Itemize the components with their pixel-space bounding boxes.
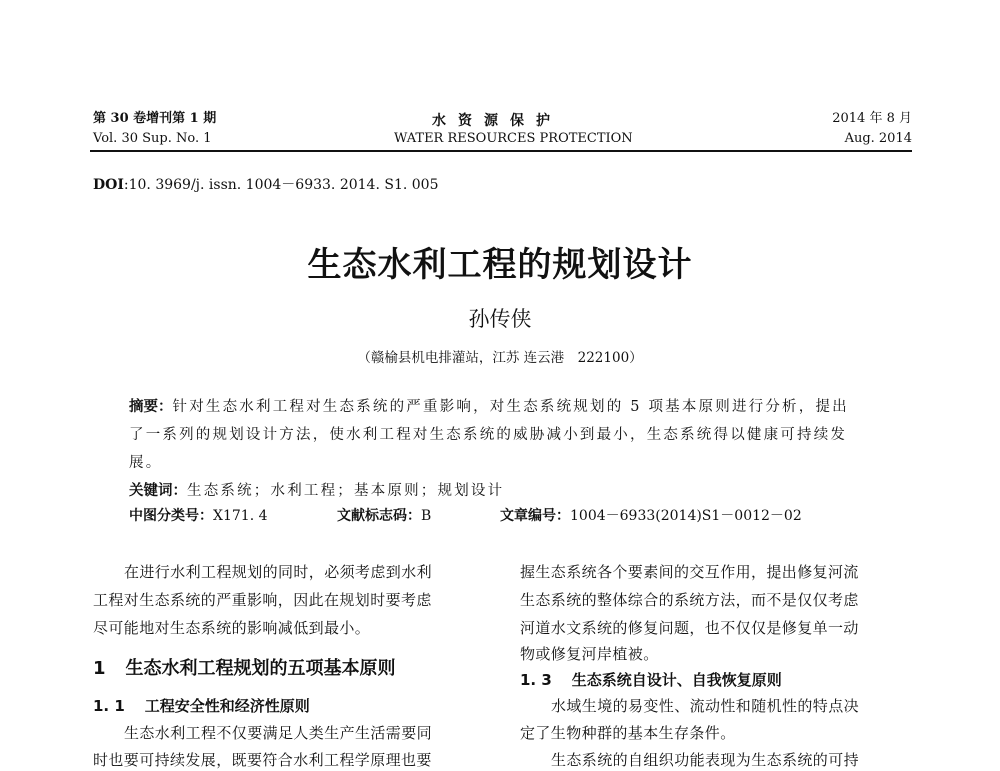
doi-value: :10. 3969/j. issn. 1004－6933. 2014. S1. 005: [123, 177, 439, 193]
section-1-3-line-1: 水域生境的易变性、流动性和随机性的特点决: [551, 697, 860, 715]
article-number: [500, 505, 802, 525]
section-1-2-line-1: 握生态系统各个要素间的交互作用，提出修复河流: [520, 563, 859, 581]
journal-name-cn: 水资源保护: [432, 113, 562, 129]
abstract-text-1: 针对生态水利工程对生态系统的严重影响，对生态系统规划的 5 项基本原则进行分析，提出: [172, 399, 849, 415]
volume-issue-cn: 第 30 卷增刊第 1 期: [93, 111, 217, 126]
document-code-label: 文献标志码：: [337, 508, 421, 524]
keywords-value: 生态系统；水利工程；基本原则；规划设计: [187, 483, 505, 499]
article-number-value: 1004－6933(2014)S1－0012－02: [570, 508, 802, 524]
abstract-line-2: 了一系列的规划设计方法，使水利工程对生态系统的威胁减小到最小，生态系统得以健康可持续发: [129, 427, 848, 443]
section-1-3-title: 生态系统自设计、自我恢复原则: [571, 671, 782, 689]
section-1-heading: [93, 654, 396, 680]
section-1-3-heading: [520, 669, 782, 690]
abstract-line-3: 展。: [129, 455, 163, 471]
clc-number: [129, 505, 268, 525]
keywords-line: [129, 479, 504, 500]
intro-paragraph-line-1: 在进行水利工程规划的同时，必须考虑到水利: [124, 563, 433, 581]
section-1-1-number: 1. 1: [93, 697, 125, 715]
author-affiliation: （赣榆县机电排灌站，江苏 连云港 222100）: [357, 350, 643, 366]
journal-name-en: WATER RESOURCES PROTECTION: [394, 131, 633, 146]
clc-label: 中图分类号：: [129, 508, 213, 524]
section-1-number: 1: [93, 658, 106, 679]
document-code: [337, 505, 431, 525]
keywords-label: 关键词：: [129, 483, 187, 499]
abstract-label: 摘要：: [129, 399, 173, 415]
header-rule: [90, 150, 912, 152]
issue-date-en: Aug. 2014: [844, 131, 912, 146]
clc-value: X171. 4: [213, 508, 268, 524]
section-1-2-line-3: 河道水文系统的修复问题，也不仅仅是修复单一动: [520, 619, 859, 637]
section-1-1-title: 工程安全性和经济性原则: [144, 697, 310, 715]
section-1-title: 生态水利工程规划的五项基本原则: [125, 658, 396, 679]
article-author: 孙传侠: [468, 307, 532, 331]
section-1-1-heading: [93, 695, 310, 716]
section-1-3-number: 1. 3: [520, 671, 552, 689]
issue-date-cn: 2014 年 8 月: [832, 111, 912, 126]
doi-line: [93, 174, 438, 194]
article-title: 生态水利工程的规划设计: [307, 245, 693, 285]
doi-label: DOI: [93, 177, 124, 193]
intro-paragraph-line-3: 尽可能地对生态系统的影响减低到最小。: [93, 619, 371, 637]
document-code-value: B: [421, 508, 432, 524]
section-1-1-line-2: 时也要可持续发展，既要符合水利工程学原理也要: [93, 751, 432, 769]
volume-issue-en: Vol. 30 Sup. No. 1: [93, 131, 212, 146]
article-number-label: 文章编号：: [500, 508, 570, 524]
section-1-2-line-4: 物或修复河岸植被。: [520, 645, 659, 663]
section-1-3-line-2: 定了生物种群的基本生存条件。: [520, 724, 736, 742]
section-1-1-line-1: 生态水利工程不仅要满足人类生产生活需要同: [124, 724, 433, 742]
intro-paragraph-line-2: 工程对生态系统的严重影响，因此在规划时要考虑: [93, 591, 432, 609]
section-1-3-line-3: 生态系统的自组织功能表现为生态系统的可持: [551, 751, 860, 769]
abstract-line-1: [129, 395, 849, 416]
section-1-2-line-2: 生态系统的整体综合的系统方法，而不是仅仅考虑: [520, 591, 859, 609]
